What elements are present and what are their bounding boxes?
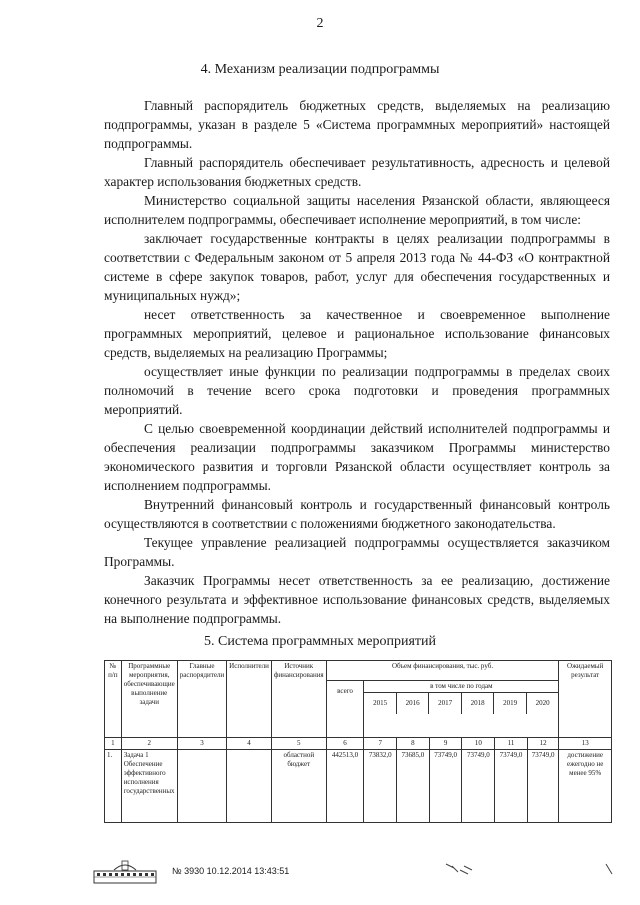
column-number: 9 (429, 738, 462, 750)
row-year-value: 73749,0 (527, 750, 559, 823)
header-by-years: в том числе по годам (364, 681, 558, 693)
column-number: 2 (121, 738, 177, 750)
table-header-row (105, 661, 612, 681)
header-year: 2019 (494, 693, 527, 714)
row-year-value: 73749,0 (495, 750, 528, 823)
column-number: 5 (271, 738, 326, 750)
row-total: 442513,0 (326, 750, 364, 823)
column-number: 6 (326, 738, 364, 750)
document-registration-info: № 3930 10.12.2014 13:43:51 (172, 866, 290, 876)
paragraph: Главный распорядитель обеспечивает результативность, адресность и целевой характер использования бюджетных средств. (104, 155, 610, 189)
header-year: 2017 (429, 693, 462, 714)
scan-mark-icon (444, 860, 474, 876)
paragraph: Внутренний финансовый контроль и государственный финансовый контроль осуществляются в соответствии с положениями бюджетного законодательства. (104, 497, 610, 531)
header-year-cells (364, 693, 558, 714)
paragraph: Главный распорядитель бюджетных средств, выделяемых на реализацию подпрограммы, указан в разделе 5 «Система программных мероприятий» настоящей подпрограммы. (104, 98, 610, 151)
row-result: достижение ежегодно не менее 95% (559, 750, 612, 823)
row-measure: Задача 1 Обеспечение эффективного исполнения государственных (121, 750, 177, 823)
header-managers: Главные распорядители (177, 661, 226, 738)
header-funding (326, 661, 559, 681)
column-number: 12 (527, 738, 559, 750)
column-number: 3 (177, 738, 226, 750)
page-number: 2 (316, 16, 324, 31)
row-executor (227, 750, 272, 823)
header-sources: Источник финансирования (271, 661, 326, 738)
header-funding-label: Объем финансирования, тыс. руб. (391, 662, 494, 670)
column-number: 11 (495, 738, 528, 750)
header-year: 2018 (462, 693, 495, 714)
row-year-value: 73749,0 (429, 750, 462, 823)
column-number: 13 (559, 738, 612, 750)
column-number: 4 (227, 738, 272, 750)
header-result: Ожидаемый результат (559, 661, 612, 738)
header-year: 2016 (397, 693, 430, 714)
section-4-body (104, 96, 610, 628)
row-year-value: 73832,0 (364, 750, 397, 823)
header-total (326, 681, 364, 738)
section-5-title: 5. Система программных мероприятий (203, 634, 437, 649)
paragraph: несет ответственность за качественное и своевременное выполнение программных мероприятий, целевое и рациональное использование финансовых средств, выделяемых на реализацию Программы; (104, 307, 610, 360)
column-number: 8 (397, 738, 430, 750)
column-number: 7 (364, 738, 397, 750)
registry-stamp-icon (92, 858, 158, 886)
header-executors: Исполнители (227, 661, 272, 738)
table-row (105, 750, 612, 823)
paragraph: Заказчик Программы несет ответственность за ее реализацию, достижение конечного результата и эффективное использование финансовых средств, выделяемых на выполнение подпрограммы. (104, 573, 610, 626)
row-num: 1. (105, 750, 122, 823)
row-manager (177, 750, 226, 823)
row-year-value: 73685,0 (397, 750, 430, 823)
paragraph: осуществляет иные функции по реализации подпрограммы в пределах своих полномочий в течение всего срока подготовки и проведения программных мероприятий. (104, 364, 610, 417)
column-number-row (105, 738, 612, 750)
header-year: 2015 (364, 693, 397, 714)
paragraph: Министерство социальной защиты населения Рязанской области, являющееся исполнителем подпрограммы, обеспечивает исполнение мероприятий, в том числе: (104, 193, 610, 227)
paragraph: Текущее управление реализацией подпрограммы осуществляется заказчиком Программы. (104, 535, 610, 569)
row-source: областной бюджет (271, 750, 326, 823)
section-4-title: 4. Механизм реализации подпрограммы (200, 62, 440, 77)
program-measures-table (104, 660, 612, 823)
paragraph: заключает государственные контракты в целях реализации подпрограммы в соответствии с Федеральным законом от 5 апреля 2013 года № 44-ФЗ «О контрактной системе в сфере закупок товаров, работ, услуг для обеспечения государственных и муниципальных нужд»; (104, 231, 610, 303)
header-year: 2020 (535, 699, 550, 708)
footer (92, 858, 612, 888)
header-measures: Программные мероприятия, обеспечивающие выполнение задачи (121, 661, 177, 738)
row-year-value: 73749,0 (462, 750, 495, 823)
header-total-label: всего (337, 687, 353, 696)
column-number: 1 (105, 738, 122, 750)
corner-mark-icon (604, 862, 614, 876)
header-num: № п/п (105, 661, 122, 738)
paragraph: С целью своевременной координации действий исполнителей подпрограммы и обеспечения реализации подпрограммы заказчиком Программы министерство экономического развития и торговли Рязанской области осуществляет контроль за исполнением подпрограммы. (104, 421, 610, 493)
column-number: 10 (462, 738, 495, 750)
header-years-block (364, 681, 559, 738)
